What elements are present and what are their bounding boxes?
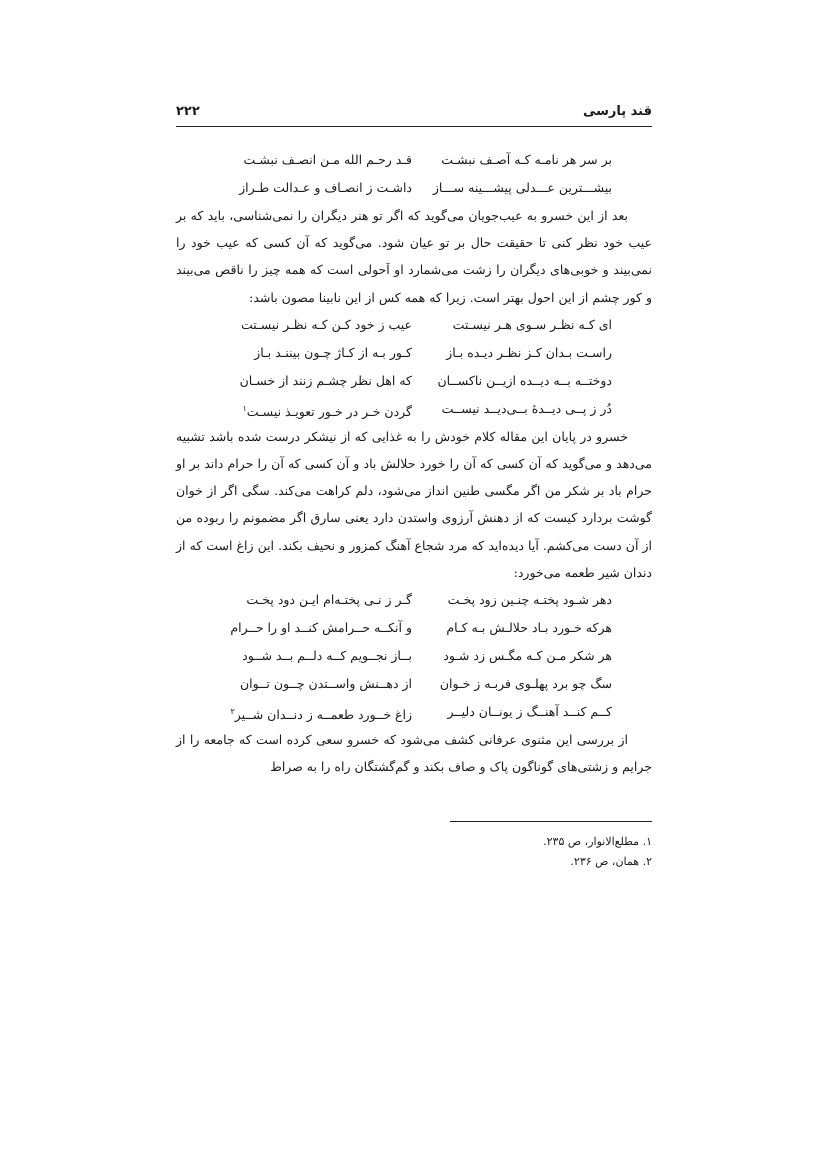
couplet: [176, 146, 652, 174]
hemistich-text: زاغ خــورد طعمــه ز دنــدان شــیر: [234, 707, 412, 723]
couplet: [176, 642, 652, 670]
hemistich-second: از دهــنش واســتدن چــون تــوان: [239, 676, 412, 692]
hemistich-first: ای کـه نظـر سـوی هـر نیسـتت: [452, 316, 612, 332]
paragraph-line: آهنگ کمزور و نحیف بکند. این زاغ است که از دندان شیر طعمه می‌خورد:: [176, 537, 652, 580]
footnote-marker: ۱: [242, 403, 247, 413]
footnote: ۲. همان، ص ۲۳۶.: [570, 855, 652, 868]
hemistich-second: داشـت ز انصـاف و عـدالت طـراز: [239, 180, 412, 195]
footnote-separator: [450, 821, 652, 822]
couplet: [176, 395, 652, 423]
paragraph-line: را از جرایم و زشتی‌های گوناگون پاک و صاف بکند و گم‌گشتگان راه را به صراط: [176, 732, 652, 775]
hemistich-second: که اهل نظر چشـم زنند از خسـان: [239, 372, 412, 388]
verse-group-2: [176, 311, 652, 423]
page-header: [176, 100, 652, 127]
paragraph-3: [176, 726, 652, 780]
verse-group-3: [176, 586, 652, 726]
hemistich-second: و آنکــه حــرامش کنــد او را حــرام: [230, 620, 412, 636]
paragraph-line: نابینا مصون باشد:: [249, 289, 341, 305]
page-body: [176, 146, 652, 780]
hemistich-first: دُر ز پــی دیــدهٔ بــی‌دیــد نیســت: [441, 400, 612, 416]
hemistich-first: هرکه خـورد بـاد حلالـش بـه کـام: [446, 620, 612, 636]
couplet: [176, 614, 652, 642]
paragraph-line: حرام داند بر او حرام باد بر شکر من اگر مگسی طنین انداز می‌شود، دلم کراهت: [176, 456, 653, 499]
hemistich-first: سگ چو برد پهلـوی فربـه ز خـوان: [439, 676, 612, 692]
couplet: [176, 586, 652, 614]
page-number: ۲۲۲: [176, 104, 200, 119]
paragraph-line: چیز را ناقص می‌بیند و کور چشم از این احول بهتر است. زیرا که همه کس از این: [176, 262, 652, 305]
hemistich-text: گردن خـر در خـور تعویـذ نیسـت: [246, 403, 412, 419]
footnotes: [300, 832, 652, 872]
hemistich-first: کــم کنــد آهنــگ ز یونــان دلیــر: [447, 704, 612, 720]
hemistich-first: هر شکر مـن کـه مگـس زد شـود: [443, 648, 612, 664]
paragraph-line: خسرو در پایان این مقاله کلام خودش را به غذایی که از نیشکر درست شده باشد: [209, 428, 628, 444]
hemistich-second: کـور بـه از کـاژ چـون بیننـد بـاز: [254, 344, 412, 360]
footnote: ۱. مطلع‌الانوار، ص ۲۳۵.: [543, 835, 652, 848]
couplet: [176, 367, 652, 395]
couplet: [176, 698, 652, 726]
hemistich-second: عیب ز خود کـن کـه نظـر نیسـتت: [241, 316, 412, 332]
paragraph-line: یعنی سارق اگر مضمونم را ربوده من از آن دست می‌کشم. آیا دیده‌اید که مرد شجاع: [176, 510, 652, 553]
paragraph-line: از بررسی این مثنوی عرفانی کشف می‌شود که خسرو سعی کرده است که جامعه: [203, 732, 628, 748]
hemistich-second: گـر ز نـی پختـه‌ام ایـن دود پخـت: [246, 592, 412, 608]
paragraph-line: عیب خود را نمی‌بیند و خوبی‌های دیگران را زشت می‌شمارد او اَحولی است که همه: [176, 235, 652, 278]
couplet: [176, 670, 652, 698]
hemistich-first: راسـت بـدان کـز نظـر دیـده بـاز: [446, 344, 612, 360]
paragraph-line: بعد از این خسرو به عیب‌جویان می‌گوید که اگر تو هنر دیگران را نمی‌شناسی،: [229, 208, 628, 223]
couplet: [176, 311, 652, 339]
hemistich-first: بر سر هر نامـه کـه آصـف نبشـت: [441, 152, 612, 167]
hemistich-second: بــاز نجــویم کــه دلــم بــد شــود: [242, 648, 412, 664]
hemistich-second: قـد رحـم الله مـن انصـف نبشـت: [243, 152, 412, 167]
paragraph-line: می‌کند. سگی اگر از خوان گوشت بردارد کیست که از دهنش آرزوی واستدن دارد: [176, 483, 652, 526]
running-title: قند پارسی: [582, 104, 652, 119]
paragraph-2: [176, 423, 652, 586]
paragraph-line: تشبیه می‌دهد و می‌گوید که آن کسی که آن را خورد حلالش باد و آن کسی که آن را: [176, 428, 652, 472]
couplet: [176, 339, 652, 367]
hemistich-first: دهر شـود پختـه چنـین زود پخـت: [447, 592, 612, 608]
hemistich-first: بیشـــترین عـــدلی پیشـــینه ســـاز: [432, 180, 612, 195]
footnote-marker: ۲: [230, 707, 235, 717]
paragraph-1: [176, 202, 652, 311]
hemistich-first: دوختــه بــه دیــده ازیــن ناکســان: [437, 372, 612, 388]
verse-group-1: [176, 146, 652, 202]
hemistich-second: [242, 395, 412, 426]
paragraph-line: باید که بر عیب خود نظر کنی تا حقیقت حال بر تو عیان شود. می‌گوید که آن کسی که: [176, 208, 652, 251]
hemistich-second: [230, 698, 412, 729]
couplet: [176, 174, 652, 202]
